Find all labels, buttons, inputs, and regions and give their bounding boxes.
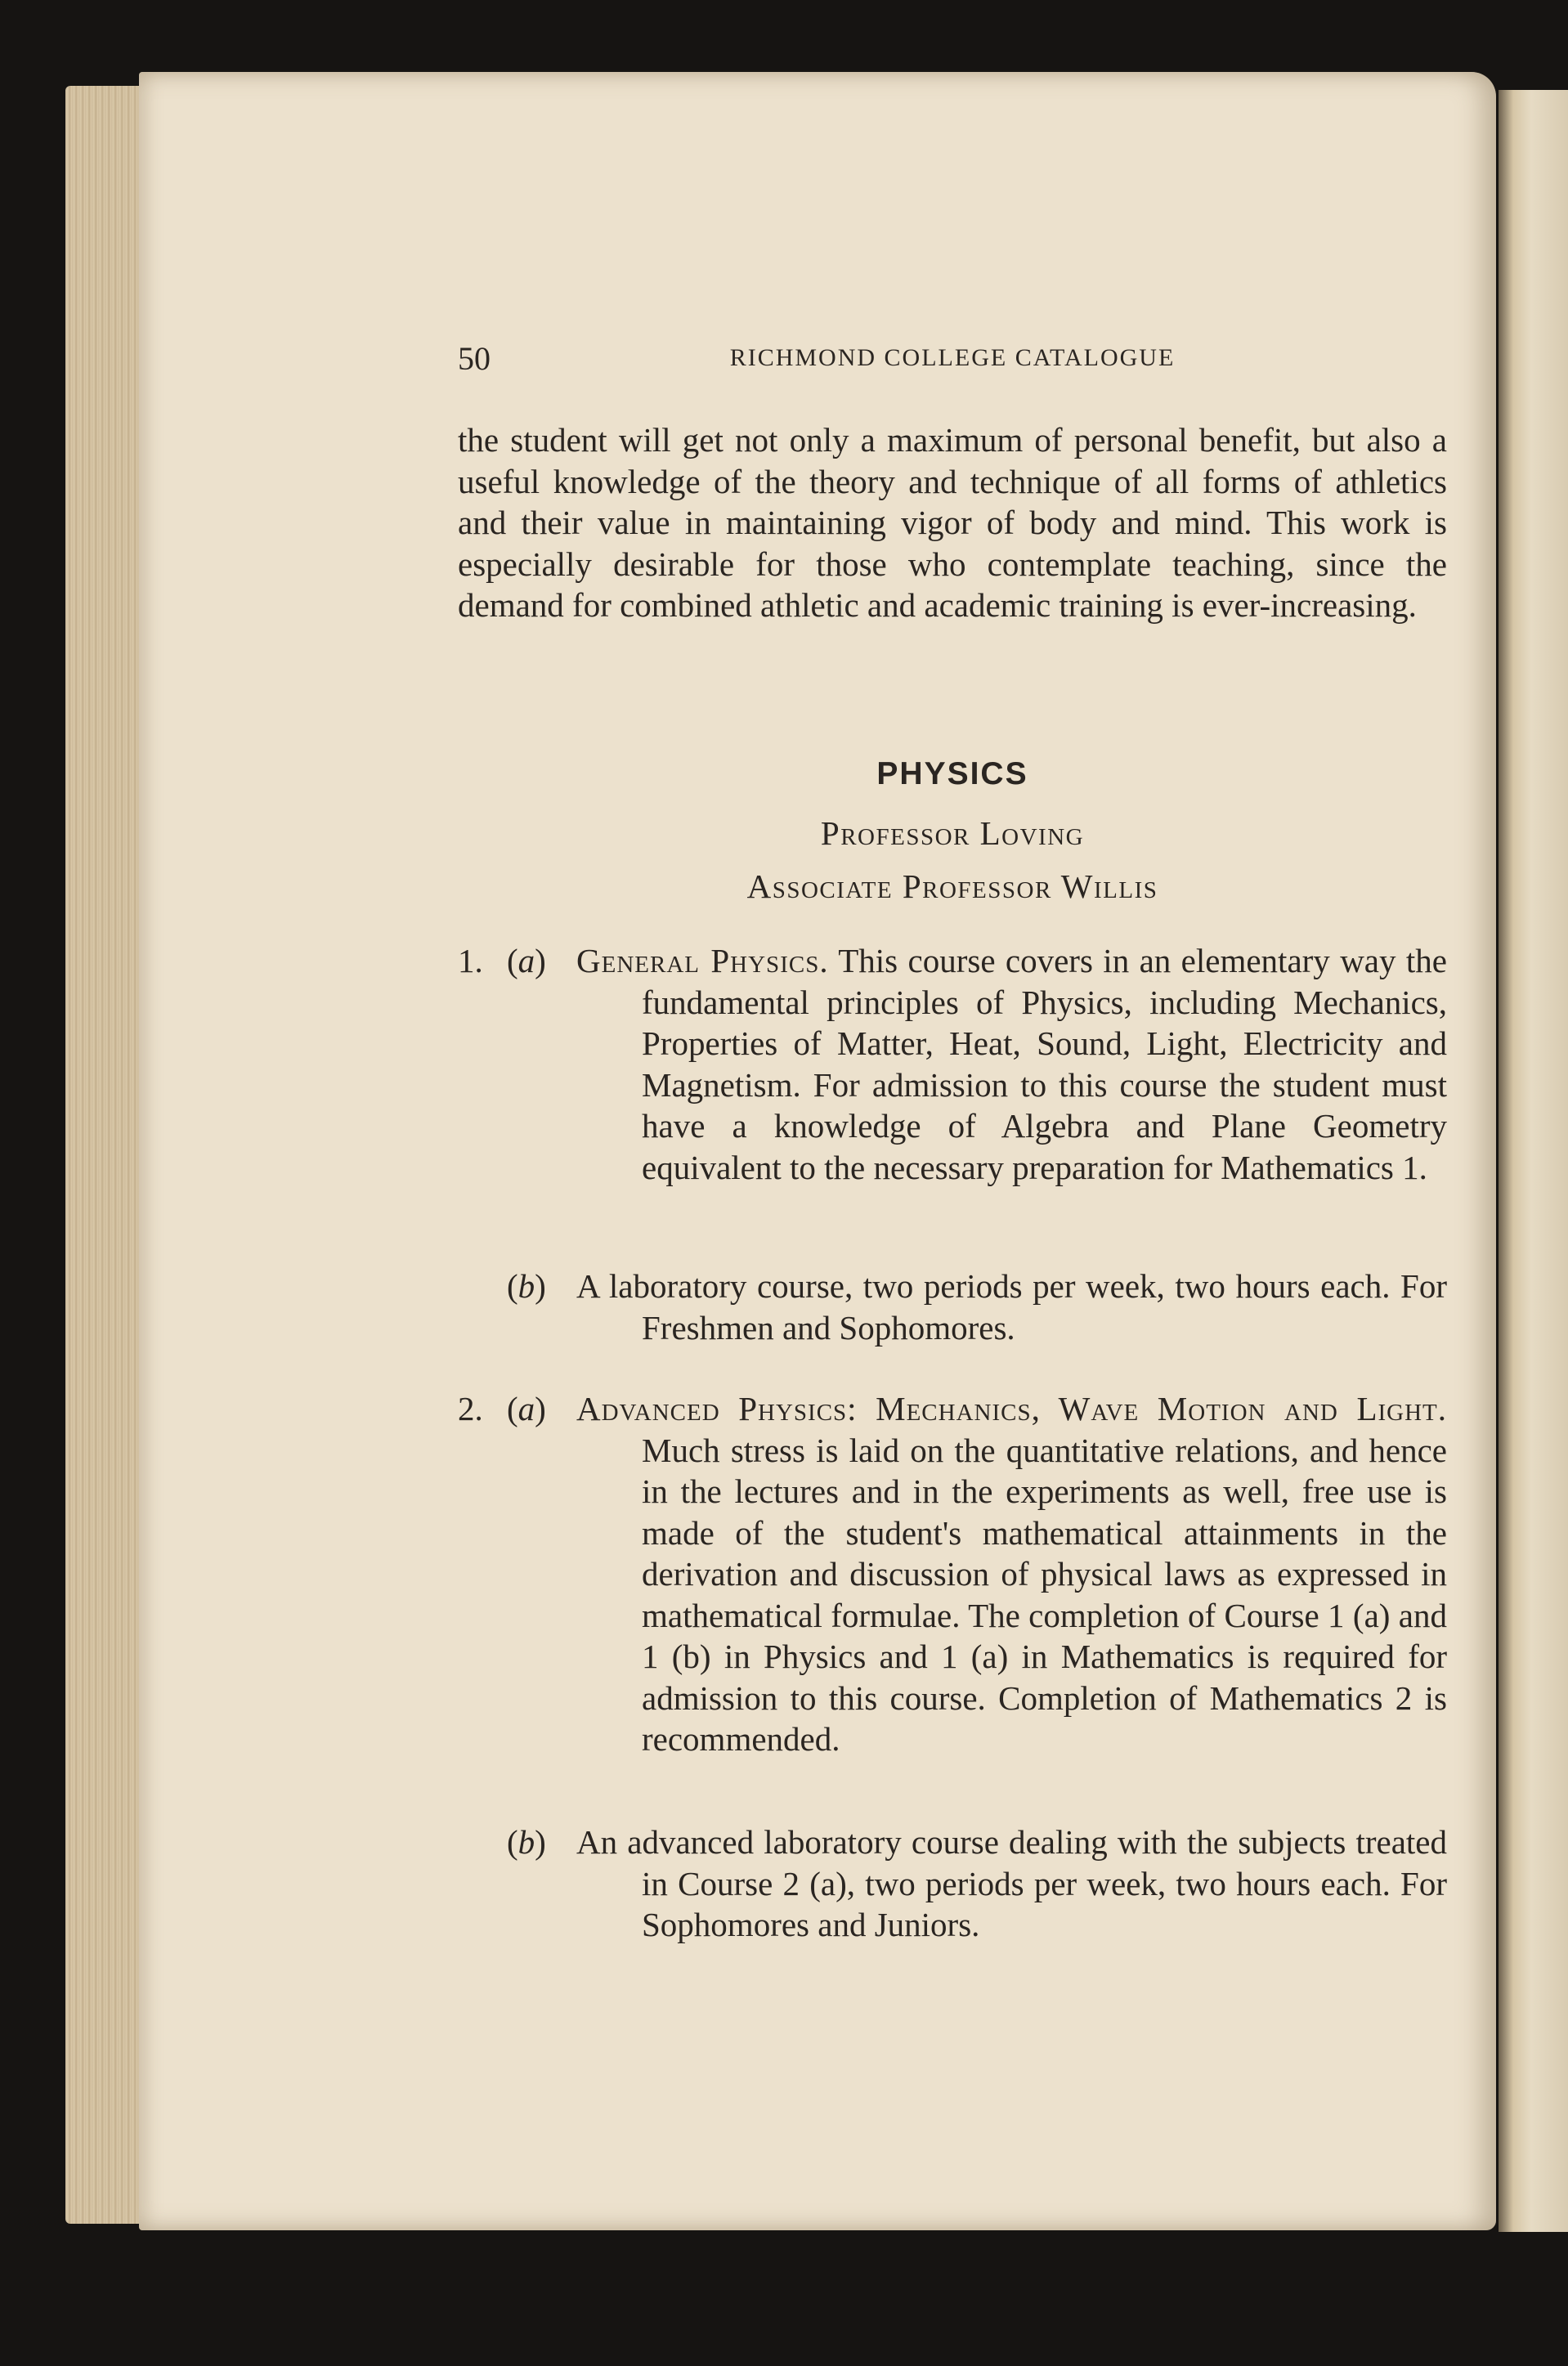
course-number: 2. xyxy=(458,1390,483,1427)
course-text: An advanced laboratory course dealing with the subjects treated in Course 2 (a), two periods per week, two hours each. For Sophomores and Juniors. xyxy=(576,1823,1447,1943)
course-2a xyxy=(458,1388,1447,1760)
course-text: Much stress is laid on the quantitative relations, and hence in the lectures and in the experiments as well, free use is made of the student's mathematical attainments in the derivation and discussion of physical laws as expressed in mathematical formulae. The completion of Course 1 (a) and 1 (b) in Physics and 1 (a) in Mathematics is required for admission to this course. Completion of Mathematics 2 is recommended. xyxy=(642,1431,1447,1758)
associate-professor-line: Associate Professor Willis xyxy=(746,867,1158,905)
intro-paragraph: the student will get not only a maximum of personal benefit, but also a useful knowledge of the theory and technique of all forms of athletics and their value in maintaining vigor of body and mind. This work is especially desirable for those who contemplate teaching, since the demand for combined athletic and academic training is ever-increasing. xyxy=(458,421,1447,624)
course-part-letter: (b) xyxy=(507,1823,546,1861)
course-number: 1. xyxy=(458,942,483,979)
course-description xyxy=(576,1388,1447,1760)
running-head xyxy=(458,339,1447,388)
course-1b xyxy=(458,1266,1447,1348)
course-heading: Advanced Physics: Mechanics, Wave Motion and Light. xyxy=(576,1390,1447,1427)
course-1a xyxy=(458,940,1447,1188)
course-part-letter: (a) xyxy=(507,1390,546,1427)
page-number: 50 xyxy=(458,340,491,377)
course-heading: General Physics. xyxy=(576,942,829,979)
course-part-letter: (a) xyxy=(507,942,546,979)
course-description xyxy=(576,940,1447,1188)
section-title: PHYSICS xyxy=(876,756,1028,791)
course-description xyxy=(576,1822,1447,1946)
course-description xyxy=(576,1266,1447,1348)
course-text: This course covers in an elementary way the fundamental principles of Physics, including Mechanics, Properties of Matter, Heat, Sound, Light, Electricity and Magnetism. For admission to this course the student must have a knowledge of Algebra and Plane Geometry equivalent to the necessary preparation for Mathematics 1. xyxy=(642,942,1447,1186)
facing-page-edge xyxy=(1499,90,1568,2232)
running-head-title: RICHMOND COLLEGE CATALOGUE xyxy=(729,344,1176,371)
professor-line: Professor Loving xyxy=(820,814,1085,852)
course-2b xyxy=(458,1822,1447,1946)
course-part-letter: (b) xyxy=(507,1267,546,1305)
course-text: A laboratory course, two periods per week, two hours each. For Freshmen and Sophomores. xyxy=(576,1267,1447,1347)
